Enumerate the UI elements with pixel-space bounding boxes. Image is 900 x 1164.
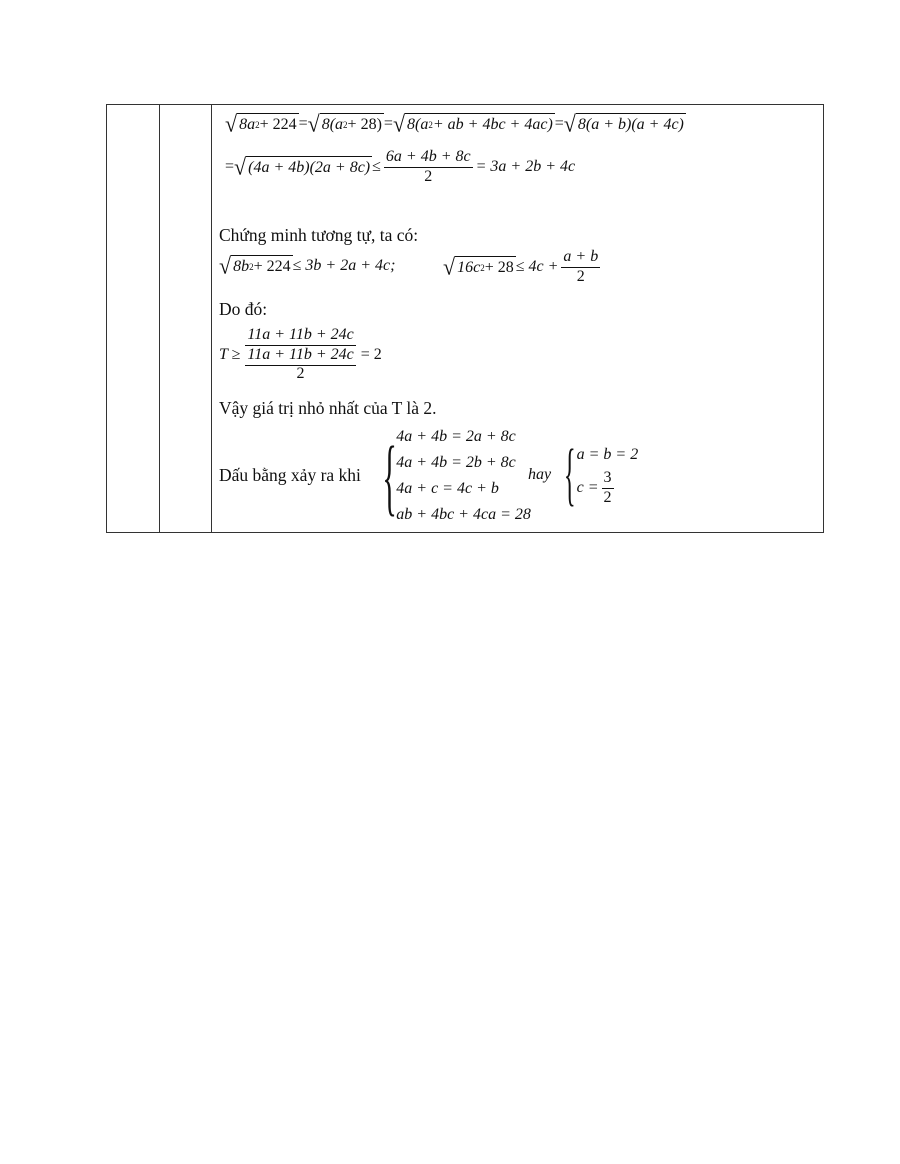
solution-cell — [107, 105, 823, 532]
system-2: { a = b = 2 c = $\frac{3}{2}$ — [563, 436, 639, 513]
fraction-a-plus-b: $\frac{a + b}{2}$ — [563, 248, 599, 285]
sqrt-b: √ 8b 2 + 224 — [219, 252, 291, 279]
fraction-amgm: $\frac{6a + 4b + 8c}{2}$ — [385, 148, 471, 185]
left-brace-1: { — [382, 428, 397, 524]
T-fraction: 11a + 11b + 24c 11a + 11b + 24c 2 — [247, 326, 354, 382]
solution-table — [106, 104, 824, 533]
similar-proof-text: Chứng minh tương tự, ta có: — [219, 225, 419, 245]
sqrt-expr-2: √ 8(a 2 + 28) — [307, 110, 382, 137]
hay-text: hay — [528, 466, 552, 483]
left-brace-2: { — [563, 436, 576, 513]
sqrt-expr-3: √ 8(a 2 + ab + 4bc + 4ac) — [392, 110, 553, 137]
inequality-b: √ 8b 2 + 224 ≤ 3b + 2a + 4c; — [219, 252, 396, 279]
T-inequality: T ≥ 11a + 11b + 24c 11a + 11b + 24c 2 = 2 — [219, 326, 382, 382]
fraction-three-halves: $\frac{3}{2}$ — [603, 468, 612, 506]
sqrt-expr-1: √ 8a 2 + 224 — [225, 110, 297, 137]
equation-line-1: √ 8a 2 + 224 = √ 8(a 2 + 28) = √ 8(a 2 + ab + 4bc + 4ac) = √ 8(a + b)(a + 4c) — [225, 110, 684, 137]
therefore-text: Do đó: — [219, 299, 268, 319]
conclusion-text: Vậy giá trị nhỏ nhất của T là 2. — [219, 398, 437, 418]
sqrt-expr-4: √ 8(a + b)(a + 4c) — [563, 110, 684, 137]
sqrt-expr-5: √ (4a + 4b)(2a + 8c) — [234, 153, 371, 180]
inequality-c: √ 16c 2 + 28 ≤ 4c + $\frac{a + b}{2}$ — [443, 248, 599, 285]
equality-condition-text: Dấu bằng xảy ra khi — [219, 465, 361, 485]
equation-line-2: = √ (4a + 4b)(2a + 8c) ≤ $\frac{6a + 4b + 8c}{2}$ = 3a + 2b + 4c — [225, 148, 576, 185]
sqrt-c: √ 16c 2 + 28 — [443, 253, 514, 280]
system-1: { 4a + 4b = 2a + 8c 4a + 4b = 2b + 8c 4a + c = 4c + b ab + 4bc + 4ca = 28 — [382, 428, 531, 524]
